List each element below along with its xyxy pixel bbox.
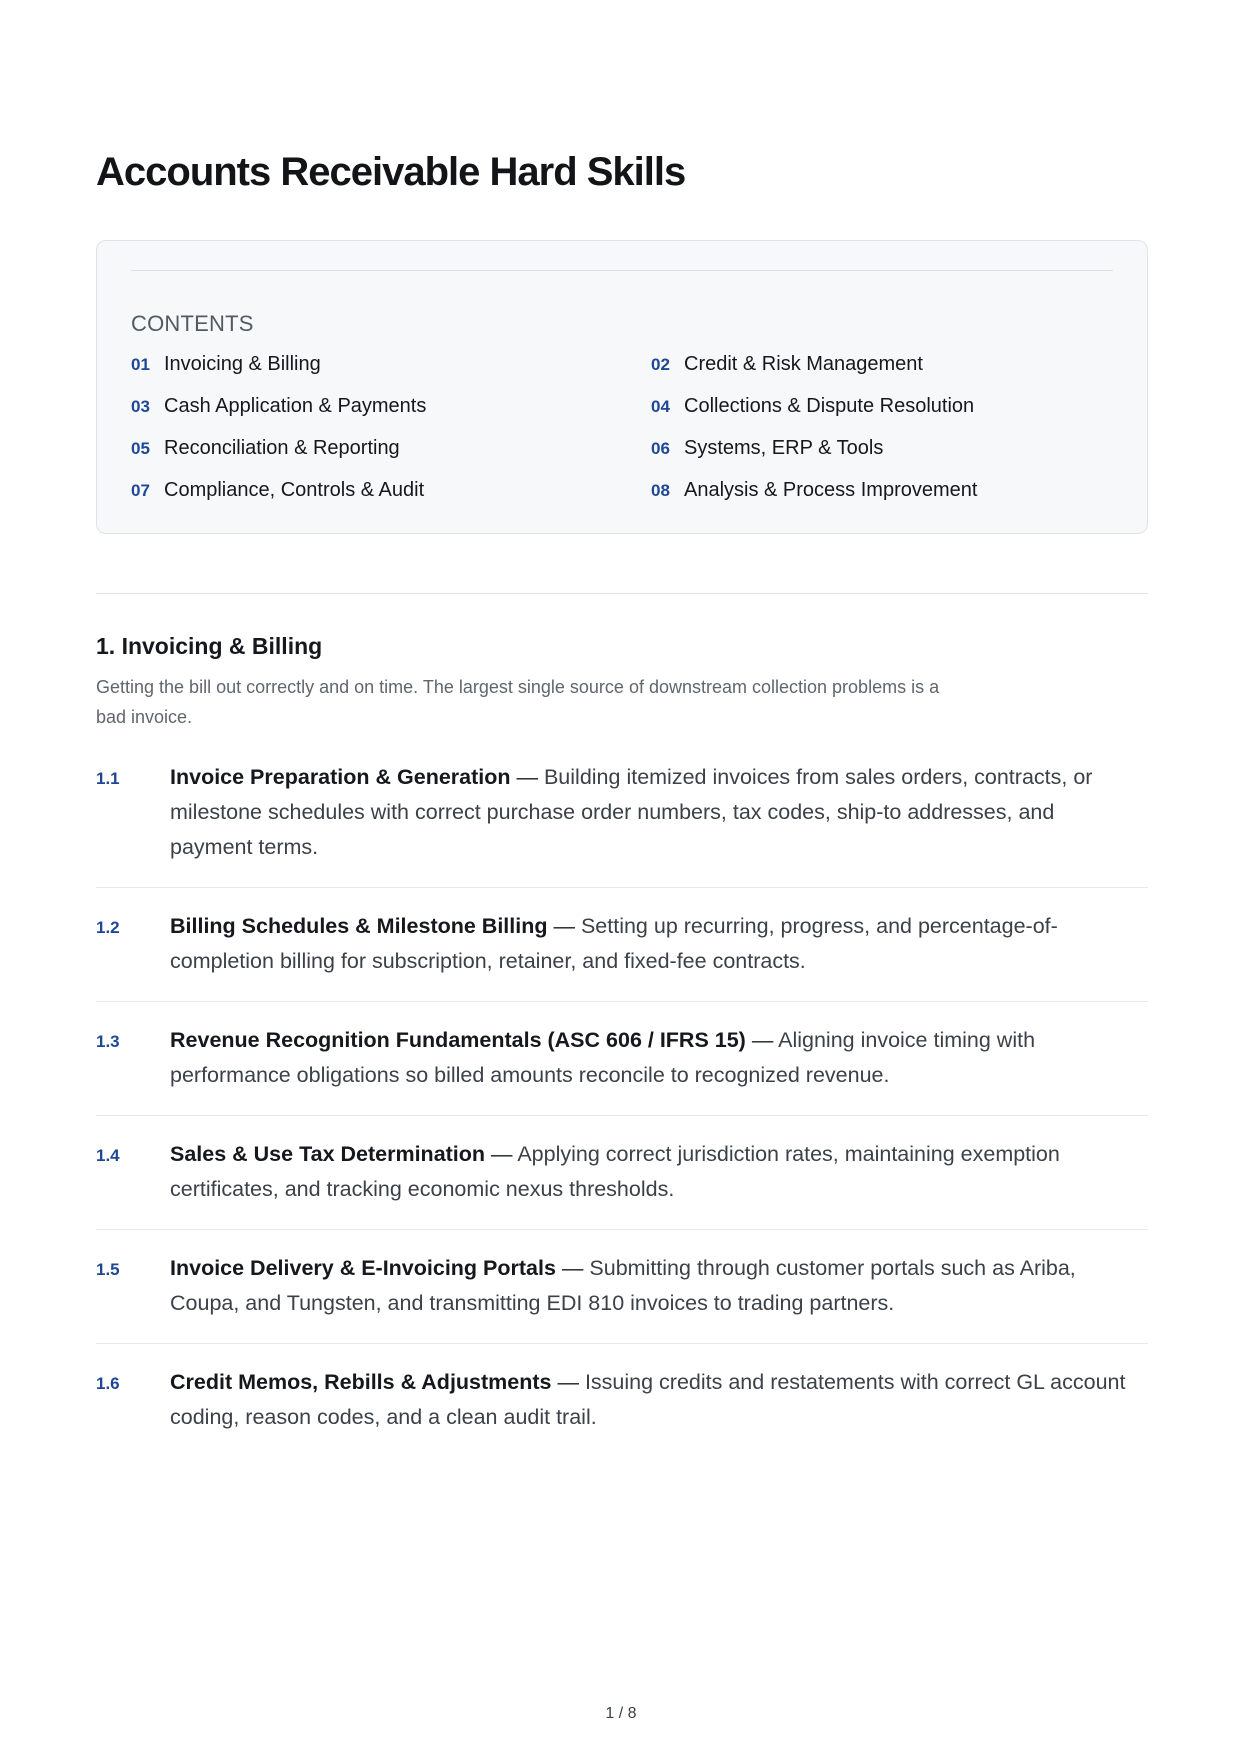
skill-description: Aligning invoice timing with performance obligations so billed amounts reconcile to recognized revenue. bbox=[170, 1028, 1036, 1087]
skill-item bbox=[96, 1251, 1148, 1344]
skill-term: Sales & Use Tax Determination bbox=[170, 1142, 486, 1166]
toc-item-label: Reconciliation & Reporting bbox=[164, 437, 400, 459]
skill-text bbox=[170, 1251, 1130, 1321]
toc-item-number: 04 bbox=[651, 397, 670, 416]
skill-term: Invoice Preparation & Generation bbox=[170, 765, 511, 789]
toc-item-compliance[interactable] bbox=[131, 479, 651, 521]
skill-text bbox=[170, 760, 1130, 865]
skill-number: 1.2 bbox=[96, 918, 120, 937]
toc-item-label: Analysis & Process Improvement bbox=[684, 479, 978, 501]
skill-description: Building itemized invoices from sales orders, contracts, or milestone schedules with correct purchase order numbers, tax codes, ship-to addresses, and payment terms. bbox=[170, 765, 1093, 859]
skill-item bbox=[96, 1023, 1148, 1116]
skill-separator: — bbox=[485, 1142, 518, 1166]
skill-item bbox=[96, 1365, 1148, 1457]
skill-term: Revenue Recognition Fundamentals (ASC 606 / IFRS 15) bbox=[170, 1028, 746, 1052]
page-number: 1 / 8 bbox=[605, 1705, 637, 1722]
skill-term: Credit Memos, Rebills & Adjustments bbox=[170, 1370, 552, 1394]
skill-text bbox=[170, 1023, 1130, 1093]
skill-description: Issuing credits and restatements with correct GL account coding, reason codes, and a clean audit trail. bbox=[170, 1370, 1126, 1429]
section-title: 1. Invoicing & Billing bbox=[96, 633, 323, 659]
toc-item-label: Collections & Dispute Resolution bbox=[684, 395, 975, 417]
toc-item-reconciliation[interactable] bbox=[131, 437, 651, 479]
skill-term: Billing Schedules & Milestone Billing bbox=[170, 914, 548, 938]
skill-number: 1.6 bbox=[96, 1374, 120, 1393]
section-divider bbox=[96, 593, 1148, 594]
toc-item-label: Cash Application & Payments bbox=[164, 395, 427, 417]
toc-item-label: Invoicing & Billing bbox=[164, 353, 321, 375]
skill-separator: — bbox=[551, 1370, 585, 1394]
toc-item-number: 03 bbox=[131, 397, 150, 416]
skill-text bbox=[170, 1365, 1130, 1435]
toc-item-credit-risk[interactable] bbox=[651, 353, 1131, 395]
toc-item-number: 01 bbox=[131, 355, 150, 374]
toc-item-collections[interactable] bbox=[651, 395, 1131, 437]
toc-item-label: Systems, ERP & Tools bbox=[684, 437, 884, 459]
skill-description: Submitting through customer portals such as Ariba, Coupa, and Tungsten, and transmitting EDI 810 invoices to trading partners. bbox=[170, 1256, 1076, 1315]
toc-item-number: 06 bbox=[651, 439, 670, 458]
skill-separator: — bbox=[510, 765, 544, 789]
toc-item-systems-erp[interactable] bbox=[651, 437, 1131, 479]
skill-item bbox=[96, 760, 1148, 888]
toc-item-label: Credit & Risk Management bbox=[684, 353, 923, 375]
skill-number: 1.3 bbox=[96, 1032, 120, 1051]
skill-term: Invoice Delivery & E-Invoicing Portals bbox=[170, 1256, 556, 1280]
skill-number: 1.4 bbox=[96, 1146, 120, 1165]
table-of-contents bbox=[96, 240, 1148, 534]
skill-list bbox=[96, 760, 1148, 1478]
skill-description: Setting up recurring, progress, and percentage-of-completion billing for subscription, retainer, and fixed-fee contracts. bbox=[170, 914, 1058, 973]
toc-item-number: 07 bbox=[131, 481, 150, 500]
toc-item-invoicing-billing[interactable] bbox=[131, 353, 651, 395]
toc-item-analysis[interactable] bbox=[651, 479, 1131, 521]
skill-text bbox=[170, 909, 1130, 979]
skill-item bbox=[96, 909, 1148, 1002]
skill-separator: — bbox=[547, 914, 581, 938]
toc-item-number: 05 bbox=[131, 439, 150, 458]
skill-separator: — bbox=[555, 1256, 590, 1280]
toc-divider bbox=[131, 270, 1113, 271]
skill-number: 1.5 bbox=[96, 1260, 120, 1279]
skill-number: 1.1 bbox=[96, 769, 120, 788]
skill-text bbox=[170, 1137, 1130, 1207]
toc-item-number: 02 bbox=[651, 355, 670, 374]
toc-item-label: Compliance, Controls & Audit bbox=[164, 479, 425, 501]
skill-separator: — bbox=[745, 1028, 779, 1052]
toc-item-cash-application[interactable] bbox=[131, 395, 651, 437]
skill-item bbox=[96, 1137, 1148, 1230]
toc-item-number: 08 bbox=[651, 481, 670, 500]
toc-list bbox=[131, 353, 1131, 521]
toc-heading: CONTENTS bbox=[131, 311, 254, 336]
section-intro: Getting the bill out correctly and on time. The largest single source of downstream collection problems is a bad invoice. bbox=[96, 677, 940, 727]
skill-description: Applying correct jurisdiction rates, maintaining exemption certificates, and tracking economic nexus thresholds. bbox=[170, 1142, 1060, 1201]
page-title: Accounts Receivable Hard Skills bbox=[96, 150, 686, 194]
